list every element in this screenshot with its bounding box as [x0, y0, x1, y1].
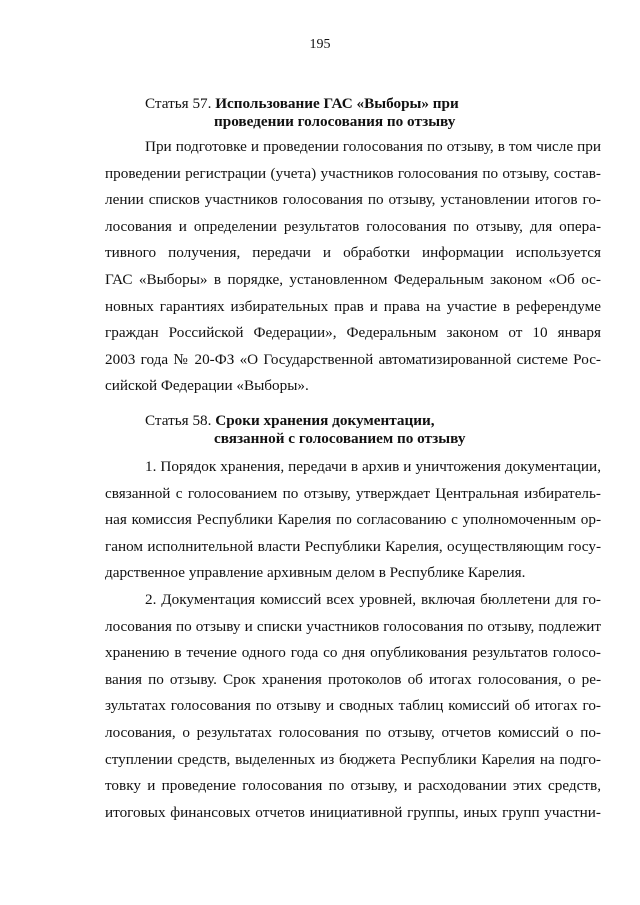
text-line: ная комиссия Республики Карелия по согласованию с уполномоченным ор- [105, 511, 601, 529]
article-57-title-line-2: проведении голосования по отзыву [214, 113, 456, 130]
text-line: дарственное управление архивным делом в Республике Карелия. [105, 564, 526, 582]
article-58-label: Статья 58. [145, 412, 212, 429]
text-line: итоговых финансовых отчетов инициативной группы, иных групп участни- [105, 803, 601, 821]
article-58-heading [145, 412, 465, 448]
text-line: лении списков участников голосования по отзыву, установлении итогов го- [105, 191, 601, 209]
text-line: При подготовке и проведении голосования по отзыву, в том числе при [145, 138, 601, 155]
text-line: лосования по отзыву и списки участников голосования по отзыву, подлежит [105, 617, 601, 635]
text-line: 2003 года № 20-ФЗ «О Государственной автоматизированной системе Рос- [105, 350, 601, 368]
text-line: лосования и определении результатов голосования по отзыву, для опера- [105, 217, 601, 235]
text-line: ступлении средств, выделенных из бюджета Республики Карелия на подго- [105, 750, 601, 768]
text-line: ГАС «Выборы» в порядке, установленном Федеральным законом «Об ос- [105, 270, 601, 288]
text-line: ганом исполнительной власти Республики Карелия, осуществляющим госу- [105, 537, 601, 555]
text-line: 1. Порядок хранения, передачи в архив и уничтожения документации, [145, 458, 601, 475]
article-57-heading-line-2 [145, 113, 459, 131]
text-line: хранению в течение одного года со дня опубликования результатов голосо- [105, 644, 601, 662]
text-line: товку и проведение голосования по отзыву, и расходовании этих средств, [105, 777, 601, 795]
text-line: связанной с голосованием по отзыву, утверждает Центральная избиратель- [105, 484, 601, 502]
article-57-heading-line-1 [145, 95, 459, 113]
article-58-heading-line-1 [145, 412, 465, 430]
text-line: проведении регистрации (учета) участников голосования по отзыву, состав- [105, 164, 601, 182]
text-line: зультатах голосования по отзыву и сводных таблиц комиссий об итогах го- [105, 697, 601, 715]
article-58-heading-line-2 [145, 430, 465, 448]
article-57-label: Статья 57. [145, 95, 212, 112]
article-58-paragraph-2 [105, 587, 601, 826]
text-line: 2. Документация комиссий всех уровней, включая бюллетени для го- [145, 591, 601, 608]
article-57-paragraph-1 [105, 134, 601, 400]
text-line: тивного получения, передачи и обработки информации используется [105, 244, 601, 262]
text-line: вания по отзыву. Срок хранения протоколов об итогах голосования, о ре- [105, 670, 601, 688]
page-number: 195 [309, 37, 331, 52]
article-58-title-line-2: связанной с голосованием по отзыву [214, 430, 466, 447]
article-58-paragraph-1 [105, 454, 601, 587]
article-58-title-line-1: Сроки хранения документации, [215, 412, 435, 429]
text-line: граждан Российской Федерации», Федеральным законом от 10 января [105, 324, 601, 342]
article-57-title-line-1: Использование ГАС «Выборы» при [215, 95, 459, 112]
text-line: сийской Федерации «Выборы». [105, 377, 309, 395]
text-line: новных гарантиях избирательных прав и права на участие в референдуме [105, 297, 601, 315]
text-line: лосования, о результатах голосования по отзыву, отчетов комиссий о по- [105, 723, 601, 741]
article-57-heading [145, 95, 459, 131]
